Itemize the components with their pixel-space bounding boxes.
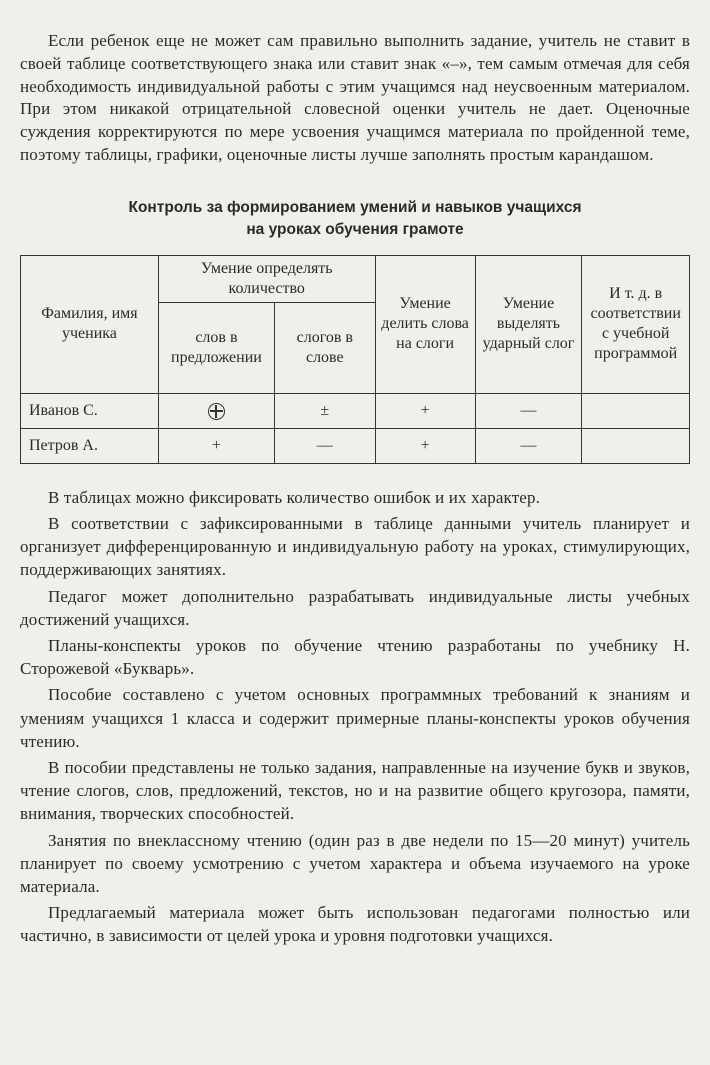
- header-student-name: Фамилия, имя ученика: [21, 255, 159, 393]
- cell-divide: +: [375, 428, 475, 463]
- intro-block: [20, 30, 690, 167]
- header-stress-syllable: Умение выделять ударный слог: [475, 255, 582, 393]
- paragraph: Планы-конспекты уроков по обучение чтению разработаны по учебнику Н. Сторожевой «Букварь».: [20, 636, 690, 679]
- cell-stress: —: [475, 393, 582, 428]
- intro-paragraph: Если ребенок еще не может сам правильно выполнить задание, учитель не ставит в своей таблице соответствующего знака или ставит знак «–», тем самым отмечая для себя необходимость индивидуальной работы с этим учащимся над неусвоенным материалом. При этом никакой отрицательной словесной оценки учитель не дает. Оценочные суждения корректируются по мере усвоения учащимся материала по пройденной теме, поэтому таблицы, графики, оценочные листы лучше заполнять простым карандашом.: [20, 31, 690, 164]
- cell-student-name: Петров А.: [21, 428, 159, 463]
- table-row: [21, 428, 690, 463]
- cell-divide: +: [375, 393, 475, 428]
- cell-syllables: —: [274, 428, 375, 463]
- cell-stress: —: [475, 428, 582, 463]
- paragraph: В таблицах можно фиксировать количество ошибок и их характер.: [48, 487, 541, 507]
- heading-line-2: на уроках обучения грамоте: [246, 220, 464, 238]
- header-syllables-in-word: слогов в слове: [274, 302, 375, 393]
- cell-words: [158, 393, 274, 428]
- heading-line-1: Контроль за формированием умений и навыков учащихся: [128, 198, 582, 216]
- paragraph: Занятия по внеклассному чтению (один раз в две недели по 15—20 минут) учитель планирует по своему усмотрению с учетом характера и объема изучаемого на уроке материала.: [20, 830, 690, 897]
- document-page: [20, 30, 690, 948]
- circled-plus-icon: [208, 403, 225, 420]
- paragraph: В соответствии с зафиксированными в таблице данными учитель планирует и организует дифференцированную и индивидуальную работу на уроках, стимулирующих, поддерживающих занятиях.: [20, 513, 690, 580]
- paragraph: В пособии представлены не только задания, направленные на изучение букв и звуков, чтение слогов, слов, предложений, текстов, но и на развитие общего кругозора, памяти, внимания, творческих способностей.: [20, 758, 690, 824]
- header-count-group: Умение определять количество: [158, 255, 375, 302]
- table-heading: [20, 197, 690, 241]
- header-words-in-sentence: слов в предложении: [158, 302, 274, 393]
- table-row: [21, 393, 690, 428]
- skills-table: [20, 255, 690, 464]
- cell-etc: [582, 428, 690, 463]
- table-header-row-1: [21, 255, 690, 302]
- body-text: [20, 486, 690, 948]
- cell-words: +: [158, 428, 274, 463]
- cell-etc: [582, 393, 690, 428]
- paragraph: Пособие составлено с учетом основных программных требований к знаниям и умениям учащихся 1 класса и содержит примерные планы-конспекты уроков обучения чтению.: [20, 685, 690, 751]
- paragraph: Педагог может дополнительно разрабатывать индивидуальные листы учебных достижений учащихся.: [20, 586, 690, 629]
- header-etc: И т. д. в соответствии с учебной программой: [582, 255, 690, 393]
- cell-syllables: ±: [274, 393, 375, 428]
- header-divide-syllables: Умение делить слова на слоги: [375, 255, 475, 393]
- paragraph: Предлагаемый материала может быть использован педагогами полностью или частично, в зависимости от целей урока и уровня подготовки учащихся.: [20, 903, 690, 946]
- cell-student-name: Иванов С.: [21, 393, 159, 428]
